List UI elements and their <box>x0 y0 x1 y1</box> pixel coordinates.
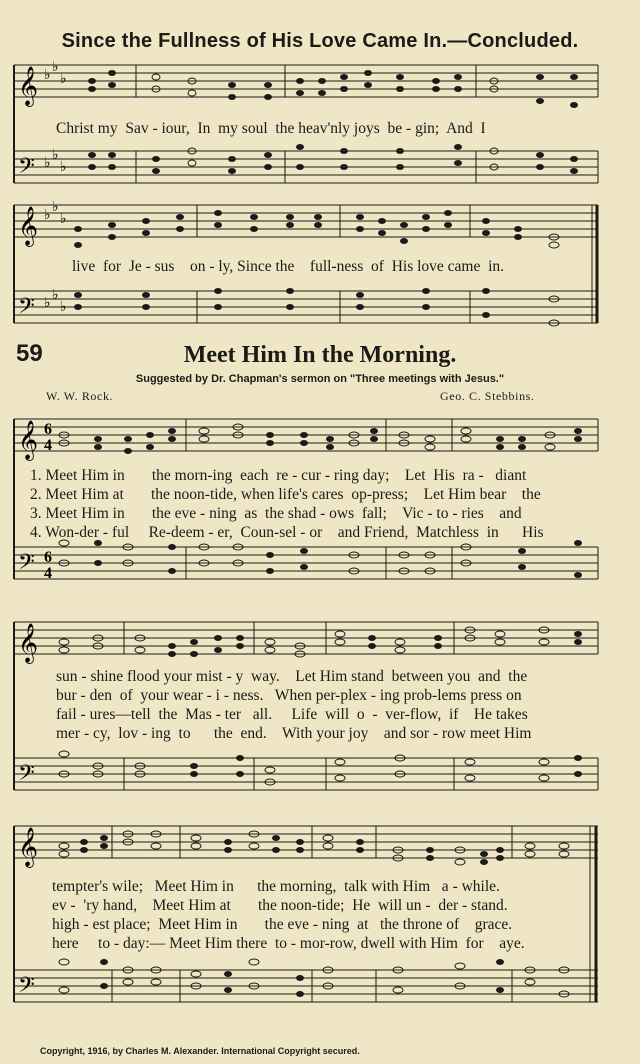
svg-text:♭: ♭ <box>60 299 67 315</box>
svg-text:♭: ♭ <box>44 155 51 171</box>
svg-text:𝄢: 𝄢 <box>18 761 35 791</box>
svg-text:♭: ♭ <box>60 159 67 175</box>
treble-clef-icon: 𝄞 <box>18 66 39 106</box>
svg-text:♭: ♭ <box>44 207 51 223</box>
svg-text:♭: ♭ <box>44 295 51 311</box>
svg-text:♭: ♭ <box>60 71 67 87</box>
bass-clef-icon: 𝄢 <box>18 154 35 184</box>
svg-text:𝄞: 𝄞 <box>18 623 39 663</box>
concluded-lyric-line-1: Christ my Sav - iour, In my soul the heav'nly joys be - gin; And I <box>56 120 486 137</box>
svg-text:𝄢: 𝄢 <box>18 973 35 1003</box>
concluded-lyric-line-2: live for Je - sus on - ly, Since the full-ness of His love came in. <box>72 258 505 275</box>
svg-text:♭: ♭ <box>60 211 67 227</box>
svg-text:𝄢: 𝄢 <box>18 294 35 324</box>
stanza-4-line-2: mer - cy, lov - ing to the end. With your joy and sor - row meet Him <box>56 725 532 742</box>
svg-text:♭: ♭ <box>44 67 51 83</box>
stanza-3-line-3: high - est place; Meet Him in the eve - ning at the throne of grace. <box>52 916 513 933</box>
continued-hymn-title: Since the Fullness of His Love Came In.—Concluded. <box>61 30 579 52</box>
svg-text:𝄞: 𝄞 <box>18 827 39 867</box>
words-author: W. W. Rock. <box>46 389 114 403</box>
stanza-1-line-3: tempter's wile; Meet Him in the morning, talk with Him a - while. <box>52 878 500 895</box>
music-composer: Geo. C. Stebbins. <box>440 389 535 403</box>
stanza-1-line-1: 1. Meet Him in the morn-ing each re - cur - ring day; Let His ra - diant <box>30 467 527 484</box>
stanza-2-line-3: ev - 'ry hand, Meet Him at the noon-tide; He will un - der - stand. <box>52 897 508 914</box>
svg-text:4: 4 <box>44 437 52 454</box>
svg-text:6: 6 <box>44 549 52 566</box>
hymn-number: 59 <box>16 340 43 367</box>
stanza-3-line-2: fail - ures—tell the Mas - ter all. Life will o - ver-flow, if He takes <box>56 706 528 723</box>
svg-text:𝄞: 𝄞 <box>18 420 39 460</box>
svg-text:𝄞: 𝄞 <box>18 206 39 246</box>
time-sig-top: 6 <box>44 421 52 438</box>
svg-text:♭: ♭ <box>52 59 59 75</box>
stanza-4-line-1: 4. Won-der - ful Re-deem - er, Coun-sel - or and Friend, Matchless in His <box>30 524 544 541</box>
stanza-4-line-3: here to - day:— Meet Him there to - mor-row, dwell with Him for aye. <box>52 935 525 952</box>
stanza-2-line-2: bur - den of your wear - i - ness. When per-plex - ing prob-lems press on <box>56 687 522 704</box>
svg-text:𝄢: 𝄢 <box>18 550 35 580</box>
svg-text:4: 4 <box>44 565 52 582</box>
suggested-note: Suggested by Dr. Chapman's sermon on "Three meetings with Jesus." <box>135 373 505 385</box>
svg-text:♭: ♭ <box>52 287 59 303</box>
svg-text:♭: ♭ <box>52 147 59 163</box>
stanza-3-line-1: 3. Meet Him in the eve - ning as the shad - ows fall; Vic - to - ries and <box>30 505 522 522</box>
stanza-2-line-1: 2. Meet Him at the noon-tide, when life's cares op-press; Let Him bear the <box>30 486 541 503</box>
copyright-notice: Copyright, 1916, by Charles M. Alexander. International Copyright secured. <box>40 1046 360 1056</box>
svg-text:♭: ♭ <box>52 199 59 215</box>
song-title: Meet Him In the Morning. <box>183 342 457 368</box>
stanza-1-line-2: sun - shine flood your mist - y way. Let Him stand between you and the <box>56 668 528 685</box>
